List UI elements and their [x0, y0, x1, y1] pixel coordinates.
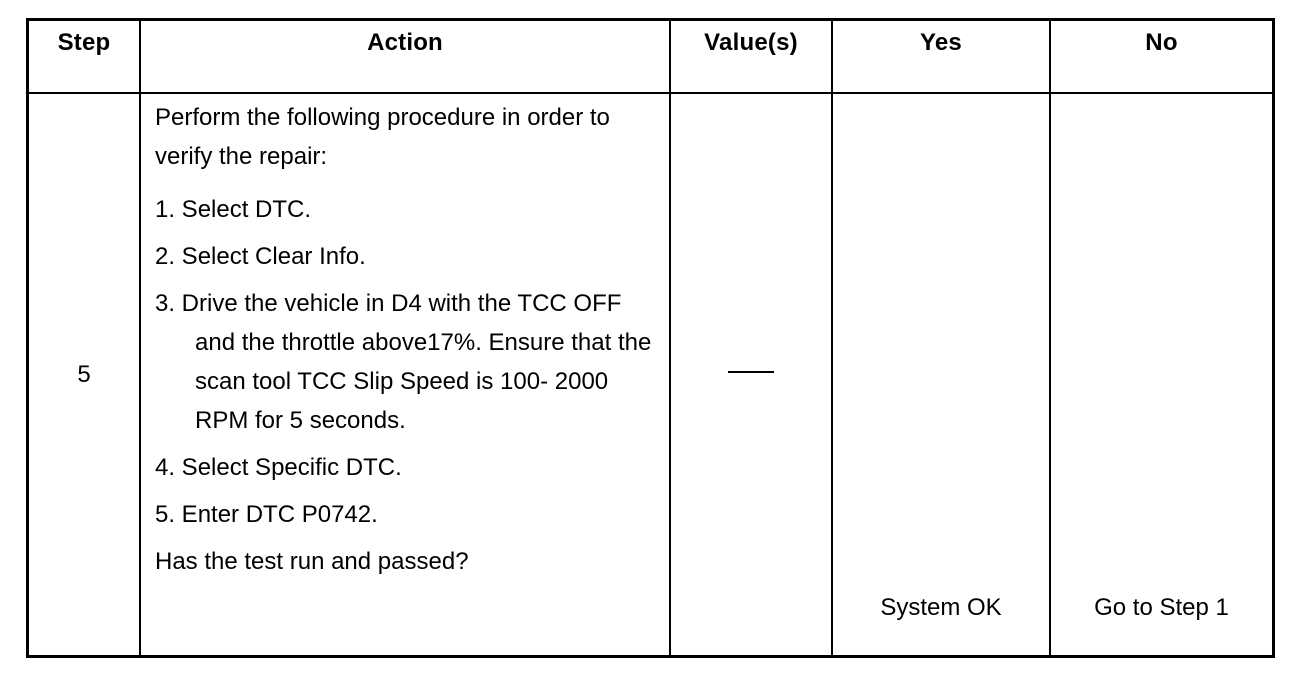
header-action: Action [140, 21, 670, 93]
diagnostic-table-frame [26, 18, 1275, 658]
action-intro: Perform the following procedure in order to verify the repair: [155, 104, 610, 170]
action-question: Has the test run and passed? [155, 548, 469, 575]
header-values: Value(s) [670, 21, 832, 93]
action-step-5: 5. Enter DTC P0742. [155, 501, 378, 528]
action-step-3: 3. Drive the vehicle in D4 with the TCC OFF and the throttle above17%. Ensure that the scan tool TCC Slip Speed is 100- 2000 RPM for 5 seconds. [155, 290, 652, 434]
em-dash-icon [728, 371, 774, 373]
table-row [29, 93, 1272, 655]
value-cell [670, 93, 832, 655]
header-step: Step [29, 21, 140, 93]
no-result: Go to Step 1 [1050, 93, 1272, 655]
step-number: 5 [29, 93, 140, 655]
diagnostic-table [29, 21, 1272, 655]
action-cell [140, 93, 670, 655]
action-step-4: 4. Select Specific DTC. [155, 454, 402, 481]
action-step-2: 2. Select Clear Info. [155, 243, 366, 270]
header-yes: Yes [832, 21, 1050, 93]
action-steps [155, 190, 659, 534]
header-row [29, 21, 1272, 93]
header-no: No [1050, 21, 1272, 93]
yes-result: System OK [832, 93, 1050, 655]
action-step-1: 1. Select DTC. [155, 196, 312, 223]
